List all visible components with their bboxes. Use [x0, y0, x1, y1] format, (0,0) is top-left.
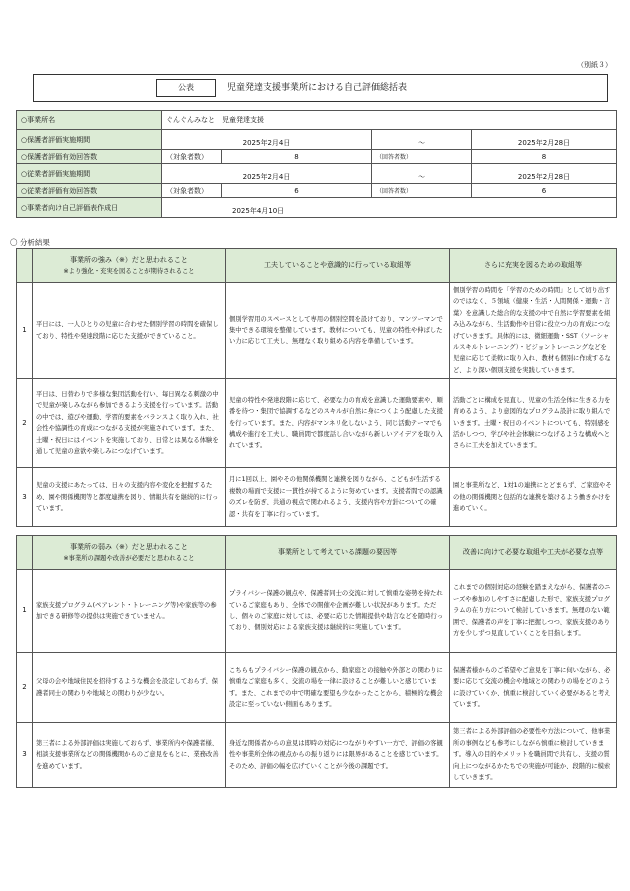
- weaknesses-table: [16, 535, 617, 788]
- weaknesses-header-col1: [33, 536, 226, 570]
- weakness-row: [17, 653, 617, 723]
- staff-answer-value: 6: [472, 184, 617, 198]
- strengths-header-note: ※より強化・充実を図ることが期待されること: [63, 267, 195, 275]
- weaknesses-header-num: [17, 536, 33, 570]
- public-badge: 公表: [156, 79, 216, 97]
- strengths-header-title: 事業所の強み（※）だと思われること: [70, 255, 188, 264]
- weakness-cause-text: プライバシー保護の観点や、保護者同士の交流に対して慎重な姿勢を持たれているご家庭もあり、全体での開催や企画が難しい状況があります。ただし、個々のご家庭に対しては、必要に応じた情報提供や助言などを随時行っており、個別対応による家族支援は継続的に実施しています。: [226, 570, 450, 653]
- strengths-header-col2: 工夫していることや意識的に行っている取組等: [226, 249, 450, 283]
- facility-name: ぐんぐんみなと 児童発達支援: [162, 111, 617, 130]
- staff-count-label: ○従業者評価有効回答数: [17, 184, 162, 198]
- staff-end-date: 2025年2月28日: [472, 164, 617, 184]
- row-number: 1: [17, 283, 33, 379]
- guardian-period-tilde: ～: [372, 130, 472, 150]
- strength-improvement-text: 園と事業所など、1対1の連携にとどまらず、ご家庭やその他の関係機関と包括的な連携を築けるよう働きかけを進めていく。: [450, 468, 617, 527]
- strength-text: 平日には、一人ひとりの児童に合わせた個別学習の時間を確保しており、特性や発達段階に応じた支援ができていること。: [33, 283, 226, 379]
- guardian-answer-value: 8: [472, 150, 617, 164]
- weakness-text: 家族支援プログラム(ペアレント・トレーニング等)や家族等の参加できる研修等の提供は実施できていません。: [33, 570, 226, 653]
- info-table: [16, 110, 617, 218]
- strength-effort-text: 児童の特性や発達段階に応じて、必要な力の育成を意識した運動要素や、順番を待つ・集団で協調するなどのスキルが自然に身につくよう配慮した支援を行っています。また、内容がマンネリ化しないよう、同じ活動テーマでも構成や進行を工夫し、職員間で都度話し合いながら新しいアイデアを取り入れています。: [226, 379, 450, 468]
- strength-text: 児童の支援にあたっては、日々の支援内容や変化を把握するため、園や関係機関等と都度連携を図り、情報共有を継続的に行っています。: [33, 468, 226, 527]
- strength-improvement-text: 活動ごとに構成を見直し、児童の生活全体に生きる力を育めるよう、より意図的なプログラム設計に取り組んでいきます。土曜・祝日のイベントについても、特別感を活かしつつ、学びや社会体験につなげるような構成へとさらに工夫を加えていきます。: [450, 379, 617, 468]
- report-date-value: 2025年4月10日: [162, 198, 617, 218]
- staff-period-tilde: ～: [372, 164, 472, 184]
- row-number: 1: [17, 570, 33, 653]
- staff-period-label: ○従業者評価実施期間: [17, 164, 162, 184]
- weakness-improvement-text: これまでの個別対応の経験を踏まえながら、保護者のニーズや参加のしやすさに配慮した形で、家族支援プログラムの在り方について検討していきます。無理のない範囲で、保護者の声を丁寧に把握しつつ、家族支援のあり方を少しずつ見直していくことを目指します。: [450, 570, 617, 653]
- guardian-count-label: ○保護者評価有効回答数: [17, 150, 162, 164]
- staff-start-date: 2025年2月4日: [162, 164, 372, 184]
- row-number: 2: [17, 653, 33, 723]
- strength-row: [17, 468, 617, 527]
- strengths-table: [16, 248, 617, 527]
- guardian-start-date: 2025年2月4日: [162, 130, 372, 150]
- weakness-improvement-text: 保護者様からのご希望やご意見を丁寧に伺いながら、必要に応じて交流の機会や地域との関わりの場をどのように設けていくか、慎重に検討していく必要があると考えています。: [450, 653, 617, 723]
- staff-target-label: （対象者数）: [162, 184, 222, 198]
- row-number: 2: [17, 379, 33, 468]
- title-box: [33, 74, 608, 102]
- analysis-section-title: 〇 分析結果: [10, 238, 50, 247]
- strength-improvement-text: 個別学習の時間を「学習のための時間」として切り出すのではなく、５領域（健康・生活・人間関係・運動・言葉）を意識した総合的な支援の中で自然に学習要素を組み込みながら、生活動作や日常に役立つ力の育成につなげていきます。具体的には、微細運動・SST（ソーシャルスキルトレーニング）・ビジョントレーニングなどを児童に応じて柔軟に取り入れ、教材も個別に作成するなど、より深い個別支援を実践していきます。: [450, 283, 617, 379]
- page-title: 児童発達支援事業所における自己評価総括表: [227, 83, 408, 93]
- guardian-target-label: （対象者数）: [162, 150, 222, 164]
- weaknesses-header-note: ※事業所の課題や改善が必要だと思われること: [63, 554, 195, 562]
- report-date-label: ○事業者向け自己評価表作成日: [17, 198, 162, 218]
- strengths-header-col1: [33, 249, 226, 283]
- strength-row: [17, 379, 617, 468]
- weakness-row: [17, 570, 617, 653]
- strength-effort-text: 個別学習用のスペースとして専用の個別空間を設けており、マンツーマンで集中できる環境を整備しています。教材についても、児童の特性や伸ばしたい力に応じて工夫し、無理なく取り組める内容を準備しています。: [226, 283, 450, 379]
- guardian-answer-label: （回答者数）: [372, 150, 472, 164]
- guardian-period-label: ○保護者評価実施期間: [17, 130, 162, 150]
- strengths-header-col3: さらに充実を図るための取組等: [450, 249, 617, 283]
- weakness-cause-text: こちらもプライバシー保護の観点から、動家庭との接触や外部との関わりに慎重なご家庭も多く、交流の場を一律に設けることが難しいと感じています。また、これまでの中で明確な要望も少なかったことから、積極的な機会設定に至っていない側面もあります。: [226, 653, 450, 723]
- facility-label: ○事業所名: [17, 111, 162, 130]
- row-number: 3: [17, 723, 33, 788]
- strength-row: [17, 283, 617, 379]
- guardian-target-value: 8: [222, 150, 372, 164]
- document-tag: （別紙３）: [577, 61, 612, 69]
- weaknesses-header-title: 事業所の弱み（※）だと思われること: [70, 542, 188, 551]
- weaknesses-header-col3: 改善に向けて必要な取組や工夫が必要な点等: [450, 536, 617, 570]
- weaknesses-header-col2: 事業所として考えている課題の要因等: [226, 536, 450, 570]
- weakness-text: 第三者による外部評価は実施しておらず、事業所内や保護者様、相談支援事業所などの関係機関からのご意見をもとに、業務改善を進めています。: [33, 723, 226, 788]
- guardian-end-date: 2025年2月28日: [472, 130, 617, 150]
- strength-effort-text: 月に1回以上、園やその他関係機関と連携を図りながら、こどもが生活する複数の場面で支援に一貫性が持てるように努めています。支援者間での認識のズレを防ぎ、共通の視点で関われるよう、支援内容や方針についての確認・共有を丁寧に行っています。: [226, 468, 450, 527]
- row-number: 3: [17, 468, 33, 527]
- staff-target-value: 6: [222, 184, 372, 198]
- strengths-header-num: [17, 249, 33, 283]
- weakness-row: [17, 723, 617, 788]
- staff-answer-label: （回答者数）: [372, 184, 472, 198]
- weakness-cause-text: 身近な関係者からの意見は即時の対応につながりやすい一方で、評価の客観性や事業所全体の視点からの振り返りには限界があることを感じています。そのため、評価の幅を広げていくことが今後の課題です。: [226, 723, 450, 788]
- weakness-text: 父母の会や地域住民を招待するような機会を設定しておらず、保護者同士の関わりや地域との関わりが少ない。: [33, 653, 226, 723]
- strength-text: 平日は、日替わりで多様な集団活動を行い、毎日異なる刺激の中で児童が楽しみながら参加できるよう支援を行っています。活動の中では、遊びや運動、学習的要素をバランスよく取り入れ、社会性や協調性の育成につながる支援が実施されています。また、土曜・祝日にはイベントを実施しており、日常とは異なる体験を通して児童の意欲や楽しみにつなげています。: [33, 379, 226, 468]
- weakness-improvement-text: 第三者による外部評価の必要性や方法について、他事業所の事例なども参考にしながら慎重に検討していきます。導入の目的やメリットを職員間で共有し、支援の質向上につながるかたちでの実施が可能か、段階的に模索していきます。: [450, 723, 617, 788]
